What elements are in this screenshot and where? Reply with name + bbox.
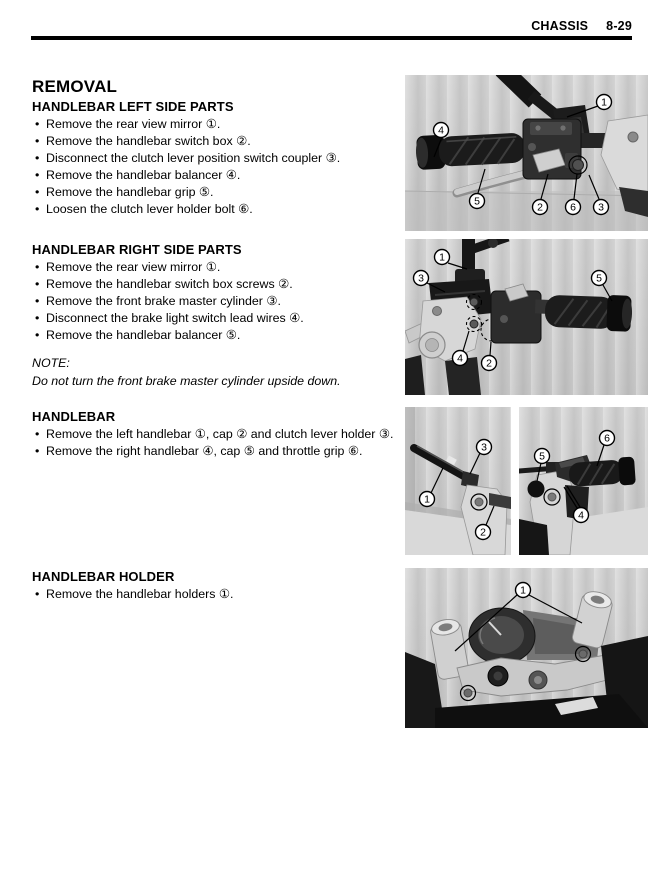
- svg-text:5: 5: [596, 272, 602, 285]
- callout-3: [594, 200, 609, 215]
- note-block: [32, 355, 398, 390]
- section-handlebar: [32, 409, 398, 460]
- grip-and-balancer: [415, 130, 526, 170]
- instruction-item: • Disconnect the brake light switch lead wires ④.: [32, 310, 398, 327]
- svg-text:3: 3: [418, 272, 424, 285]
- right-holder: [571, 589, 614, 649]
- svg-text:5: 5: [474, 195, 480, 208]
- instruction-item: • Remove the left handlebar ①, cap ② and clutch lever holder ③.: [32, 426, 398, 443]
- section-handlebar-holder: [32, 569, 398, 603]
- instruction-item: • Remove the handlebar switch box ②.: [32, 133, 398, 150]
- floor: [405, 191, 648, 231]
- instruction-item: • Remove the right handlebar ④, cap ⑤ and throttle grip ⑥.: [32, 443, 398, 460]
- svg-text:2: 2: [480, 526, 486, 539]
- switch-box: [523, 119, 581, 179]
- page-title: REMOVAL: [32, 77, 118, 96]
- callout-2: [482, 356, 497, 371]
- callout-2: [476, 525, 491, 540]
- svg-text:5: 5: [539, 450, 545, 463]
- switch-box: [491, 284, 541, 343]
- instruction-item: • Remove the rear view mirror ①.: [32, 116, 398, 133]
- callout-3: [477, 440, 492, 455]
- instruction-list: [32, 259, 398, 344]
- photo-handlebar-right-panel: [519, 407, 648, 555]
- callout-4: [453, 351, 468, 366]
- section-left-side-parts: [32, 77, 398, 218]
- photo-left-handlebar-figure: [405, 75, 648, 231]
- svg-text:1: 1: [520, 584, 526, 597]
- svg-text:2: 2: [537, 201, 543, 214]
- callout-3: [414, 271, 429, 286]
- instruction-item: • Loosen the clutch lever holder bolt ⑥.: [32, 201, 398, 218]
- instruction-item: • Remove the front brake master cylinder ③.: [32, 293, 398, 310]
- instruction-item: • Disconnect the clutch lever position switch coupler ③.: [32, 150, 398, 167]
- callout-5: [470, 194, 485, 209]
- bike-body: [405, 352, 481, 395]
- svg-text:1: 1: [601, 96, 607, 109]
- photo-left-handlebar: [405, 75, 648, 231]
- note-label: NOTE:: [32, 356, 70, 370]
- callout-2: [533, 200, 548, 215]
- cap: [528, 481, 545, 498]
- section-right-side-parts: [32, 242, 398, 390]
- section-heading: HANDLEBAR HOLDER: [32, 569, 175, 584]
- handlebar-tube: [414, 446, 479, 489]
- photo-right-handlebar: [405, 239, 648, 395]
- instrument-cluster: [469, 608, 535, 664]
- svg-text:6: 6: [570, 201, 576, 214]
- instruction-item: • Remove the handlebar holders ①.: [32, 586, 398, 603]
- triple-clamp: [457, 654, 623, 696]
- callout-4: [574, 508, 589, 523]
- instruction-item: • Remove the handlebar grip ⑤.: [32, 184, 398, 201]
- instruction-item: • Remove the handlebar balancer ④.: [32, 167, 398, 184]
- instruction-list: [32, 116, 398, 218]
- page-number: 8-29: [606, 19, 632, 33]
- lever-clamp: [405, 297, 481, 361]
- svg-text:4: 4: [438, 124, 444, 137]
- instruction-list: [32, 586, 398, 603]
- photo-right-handlebar-figure: [405, 239, 648, 395]
- note-text: Do not turn the front brake master cylinder upside down.: [32, 373, 341, 388]
- svg-text:4: 4: [457, 352, 463, 365]
- svg-text:6: 6: [604, 432, 610, 445]
- photo-handlebar-holders-figure: [405, 568, 648, 728]
- callout-1: [597, 95, 612, 110]
- section-heading: HANDLEBAR: [32, 409, 116, 424]
- callout-4: [434, 123, 449, 138]
- instruction-item: • Remove the handlebar switch box screws ②.: [32, 276, 398, 293]
- callout-1: [420, 492, 435, 507]
- svg-text:4: 4: [578, 509, 584, 522]
- svg-text:1: 1: [439, 251, 445, 264]
- callout-5: [535, 449, 550, 464]
- chapter-title: CHASSIS: [531, 19, 589, 33]
- grip-and-balancer: [534, 292, 632, 331]
- callout-1: [435, 250, 450, 265]
- instruction-item: • Remove the handlebar balancer ⑤.: [32, 327, 398, 344]
- svg-text:1: 1: [424, 493, 430, 506]
- svg-text:3: 3: [598, 201, 604, 214]
- photo-handlebar-left-figure: [405, 407, 511, 555]
- callout-1: [516, 583, 531, 598]
- section-heading: HANDLEBAR LEFT SIDE PARTS: [32, 99, 234, 114]
- callout-6: [566, 200, 581, 215]
- photo-handlebar-right-figure: [519, 407, 648, 555]
- svg-text:2: 2: [486, 357, 492, 370]
- instruction-list: [32, 426, 398, 460]
- page-header: [531, 19, 632, 33]
- callout-5: [592, 271, 607, 286]
- callout-6: [600, 431, 615, 446]
- instruction-item: • Remove the rear view mirror ①.: [32, 259, 398, 276]
- svg-text:3: 3: [481, 441, 487, 454]
- photo-handlebar-holders: [405, 568, 648, 728]
- photo-handlebar-left-panel: [405, 407, 511, 555]
- section-heading: HANDLEBAR RIGHT SIDE PARTS: [32, 242, 242, 257]
- header-rule: [31, 36, 632, 40]
